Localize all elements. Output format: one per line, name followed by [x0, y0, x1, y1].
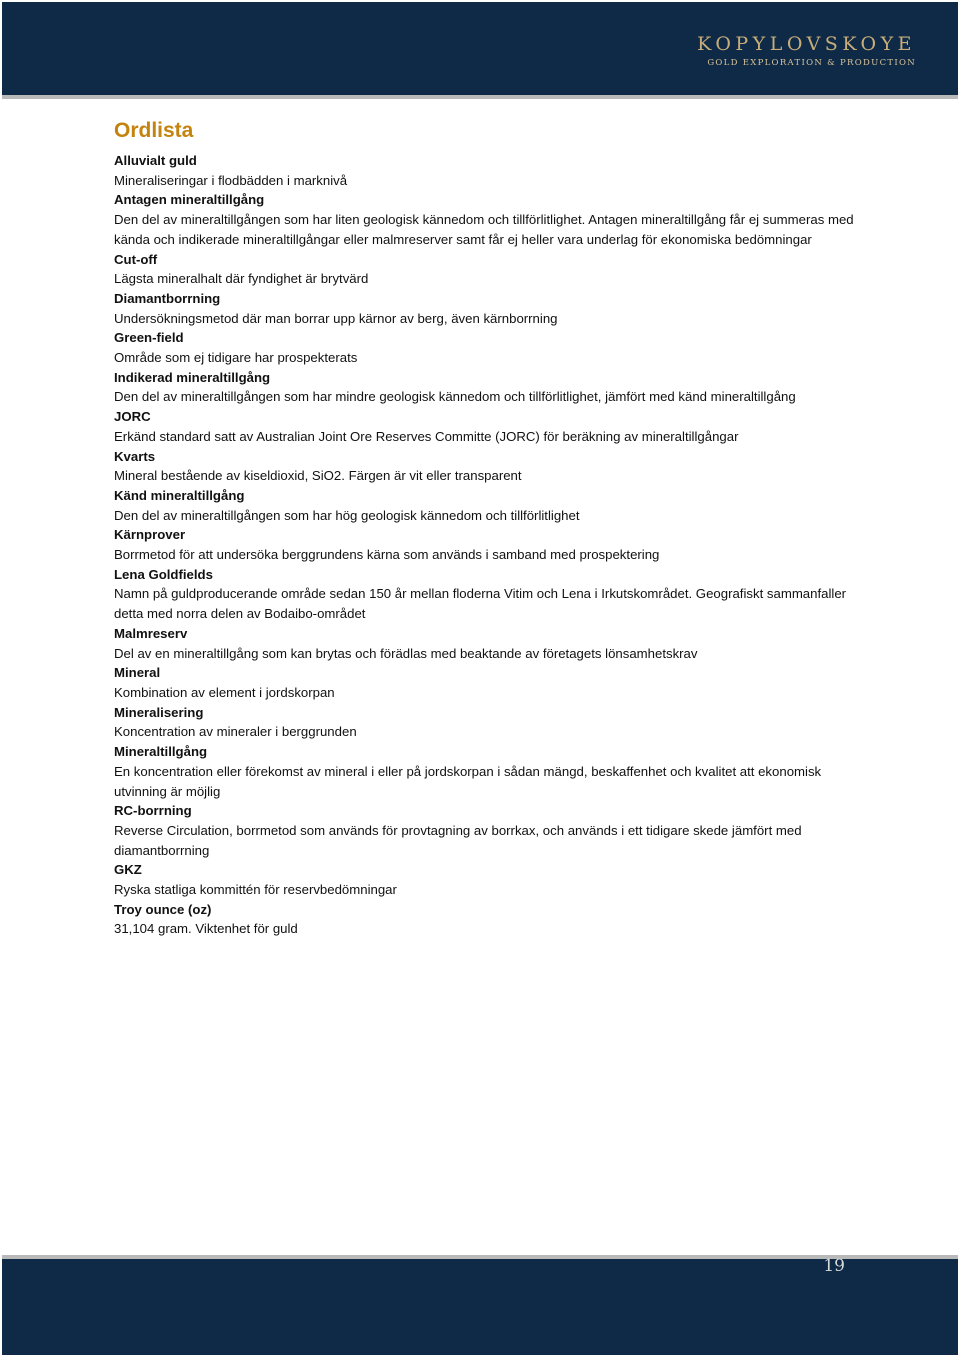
- glossary-term: RC-borrning: [114, 803, 192, 819]
- glossary-entry: [114, 407, 854, 446]
- glossary-entry: [114, 525, 854, 564]
- glossary-term: Alluvialt guld: [114, 153, 197, 168]
- glossary-term: Antagen mineraltillgång: [114, 192, 265, 208]
- glossary-term: Mineralisering: [114, 704, 204, 720]
- glossary-entry: [114, 447, 854, 486]
- glossary-definition: Koncentration av mineraler i berggrunden: [114, 724, 357, 740]
- glossary-definition: Undersökningsmetod där man borrar upp kärnor av berg, även kärnborrning: [114, 310, 558, 326]
- glossary-entry: [114, 624, 854, 663]
- brand-name: KOPYLOVSKOYE: [697, 33, 916, 55]
- glossary-entry: [114, 900, 854, 939]
- glossary-entry: [114, 801, 854, 860]
- glossary-definition: Borrmetod för att undersöka berggrundens kärna som används i samband med prospektering: [114, 547, 660, 563]
- glossary-entry: [114, 151, 854, 190]
- glossary-entry: [114, 250, 854, 289]
- glossary-entry: [114, 860, 854, 899]
- main-content: [114, 116, 854, 939]
- glossary-term: Kärnprover: [114, 527, 186, 543]
- glossary-term: GKZ: [114, 862, 142, 878]
- glossary-definition: Kombination av element i jordskorpan: [114, 684, 335, 700]
- glossary-entry: [114, 703, 854, 742]
- glossary-definition: En koncentration eller förekomst av mineral i eller på jordskorpan i sådan mängd, beskaffenhet och kvalitet att ekonomisk utvinning är möjlig: [114, 763, 822, 799]
- glossary-term: Kvarts: [114, 448, 156, 464]
- glossary-term: Green-field: [114, 330, 184, 346]
- glossary-definition: Reverse Circulation, borrmetod som används för provtagning av borrkax, och används i ett tidigare skede jämfört med diamantborrning: [114, 822, 802, 858]
- brand-tagline: GOLD EXPLORATION & PRODUCTION: [707, 58, 916, 68]
- glossary-term: Diamantborrning: [114, 290, 221, 306]
- header-divider: [2, 95, 958, 99]
- glossary-term: Indikerad mineraltillgång: [114, 369, 271, 385]
- glossary-list: [114, 151, 854, 939]
- glossary-definition: Den del av mineraltillgången som har liten geologisk kännedom och tillförlitlighet. Antagen mineraltillgång får ej summeras med kända och indikerade mineraltillgångar eller malmreserver samt får ej heller vara underlag för ekonomiska bedömningar: [114, 212, 854, 247]
- glossary-entry: [114, 368, 854, 407]
- glossary-definition: Lägsta mineralhalt där fyndighet är brytvärd: [114, 271, 369, 287]
- page-title: Ordlista: [114, 119, 194, 142]
- glossary-term: Mineraltillgång: [114, 744, 208, 760]
- glossary-entry: [114, 663, 854, 702]
- glossary-definition: Mineraliseringar i flodbädden i marknivå: [114, 172, 348, 188]
- glossary-definition: Del av en mineraltillgång som kan brytas och förädlas med beaktande av företagets lönsamhetskrav: [114, 645, 698, 661]
- footer-band: [2, 1259, 958, 1355]
- glossary-definition: Namn på guldproducerande område sedan 150 år mellan floderna Vitim och Lena i Irkutskområdet. Geografiskt sammanfaller detta med norra delen av Bodaibo-området: [114, 586, 847, 622]
- glossary-definition: Ryska statliga kommittén för reservbedömningar: [114, 882, 397, 898]
- page-number: 19: [823, 1256, 845, 1276]
- glossary-definition: Erkänd standard satt av Australian Joint Ore Reserves Committe (JORC) för beräkning av mineraltillgångar: [114, 428, 739, 444]
- glossary-definition: 31,104 gram. Viktenhet för guld: [114, 921, 298, 937]
- glossary-entry: [114, 742, 854, 801]
- glossary-term: Känd mineraltillgång: [114, 487, 245, 503]
- glossary-definition: Den del av mineraltillgången som har hög geologisk kännedom och tillförlitlighet: [114, 507, 580, 523]
- company-logo: [697, 33, 916, 69]
- glossary-definition: Område som ej tidigare har prospekterats: [114, 350, 358, 366]
- glossary-entry: [114, 565, 854, 624]
- glossary-definition: Den del av mineraltillgången som har mindre geologisk kännedom och tillförlitlighet, jämfört med känd mineraltillgång: [114, 389, 796, 405]
- glossary-entry: [114, 289, 854, 328]
- glossary-entry: [114, 190, 854, 249]
- glossary-definition: Mineral bestående av kiseldioxid, SiO2. Färgen är vit eller transparent: [114, 468, 522, 484]
- glossary-term: Troy ounce (oz): [114, 901, 212, 917]
- glossary-term: Malmreserv: [114, 625, 188, 641]
- glossary-entry: [114, 486, 854, 525]
- glossary-term: JORC: [114, 409, 151, 425]
- glossary-term: Mineral: [114, 665, 161, 681]
- glossary-entry: [114, 328, 854, 367]
- glossary-term: Cut-off: [114, 251, 158, 267]
- glossary-term: Lena Goldfields: [114, 566, 213, 582]
